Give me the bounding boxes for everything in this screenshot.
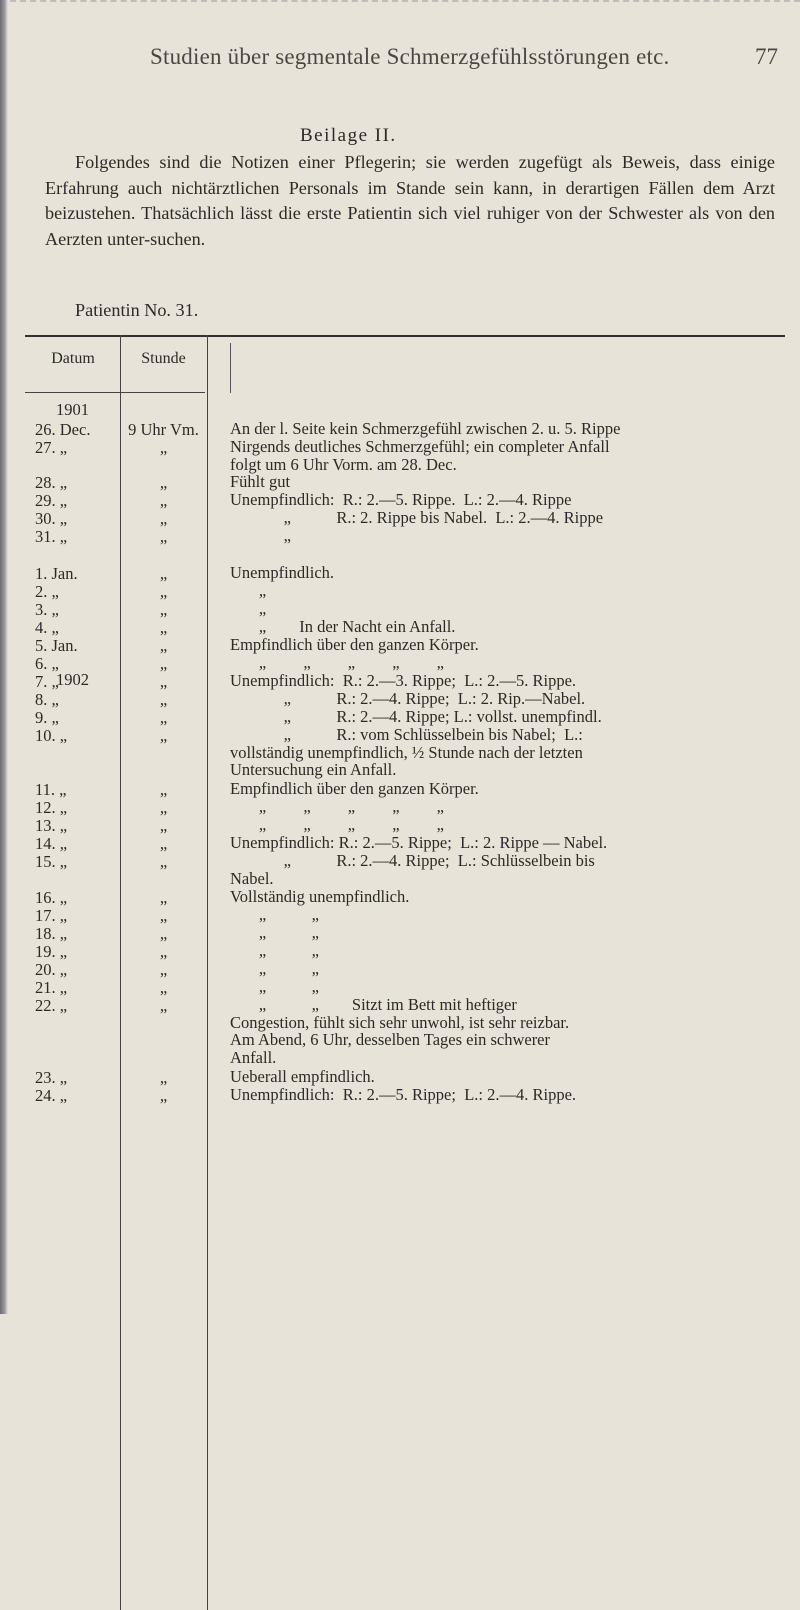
row-note-line: „ „ „ „ „ bbox=[230, 815, 444, 834]
row-date: 21. „ bbox=[35, 978, 68, 997]
row-note-line: Untersuchung ein Anfall. bbox=[230, 760, 397, 779]
row-note bbox=[230, 690, 790, 708]
row-note bbox=[230, 672, 790, 690]
table-row bbox=[25, 851, 800, 888]
row-time: „ bbox=[159, 816, 168, 835]
row-date: 11. „ bbox=[35, 780, 67, 799]
row-date: 17. „ bbox=[35, 906, 68, 925]
row-date: 29. „ bbox=[35, 491, 68, 510]
row-date: 4. „ bbox=[35, 618, 59, 637]
row-note bbox=[230, 798, 790, 816]
row-time: „ bbox=[159, 888, 168, 907]
row-date: 1. Jan. bbox=[35, 564, 78, 583]
row-date: 20. „ bbox=[35, 960, 68, 979]
row-time: „ bbox=[159, 654, 168, 673]
header-datum: Datum bbox=[51, 350, 95, 367]
row-date: 2. „ bbox=[35, 582, 59, 601]
row-note-line: folgt um 6 Uhr Vorm. am 28. Dec. bbox=[230, 454, 457, 474]
row-note bbox=[230, 473, 790, 491]
row-date: 23. „ bbox=[35, 1068, 68, 1087]
row-note bbox=[230, 924, 790, 942]
row-time: „ bbox=[159, 798, 168, 817]
row-date: 28. „ bbox=[35, 473, 68, 492]
row-date: 30. „ bbox=[35, 509, 68, 528]
row-time: „ bbox=[159, 672, 168, 691]
row-note bbox=[230, 888, 790, 906]
row-note bbox=[230, 1086, 790, 1104]
row-note-line: „ bbox=[230, 581, 267, 600]
row-note-line: „ „ bbox=[230, 959, 319, 978]
row-time: „ bbox=[159, 780, 168, 799]
table-row bbox=[25, 437, 800, 474]
row-date: 22. „ bbox=[35, 996, 68, 1015]
row-note-line: Vollständig unempfindlich. bbox=[230, 887, 410, 906]
row-note-line: „ „ bbox=[230, 977, 319, 996]
row-date: 8. „ bbox=[35, 690, 59, 709]
intro-paragraph bbox=[45, 150, 775, 252]
row-note-line: „ „ „ „ „ bbox=[230, 653, 444, 672]
row-time: „ bbox=[159, 960, 168, 979]
row-note-line: Nirgends deutliches Schmerzgefühl; ein completer Anfall bbox=[230, 437, 610, 456]
row-time: „ bbox=[159, 906, 168, 925]
row-note bbox=[230, 834, 790, 852]
row-note-line: „ bbox=[230, 599, 267, 618]
row-time: „ bbox=[159, 996, 168, 1015]
row-note bbox=[230, 942, 790, 960]
row-note bbox=[230, 420, 790, 438]
row-time: „ bbox=[159, 978, 168, 997]
row-note-line: Ueberall empfindlich. bbox=[230, 1067, 375, 1086]
row-date: 15. „ bbox=[35, 852, 68, 871]
row-note-line: Nabel. bbox=[230, 868, 274, 888]
row-note-line: vollständig unempfindlich, ½ Stunde nach der letzten bbox=[230, 742, 583, 762]
row-time: „ bbox=[159, 852, 168, 871]
row-note-line: Unempfindlich: R.: 2.—5. Rippe. L.: 2.—4. Rippe bbox=[230, 490, 572, 509]
row-note-line: „ „ „ „ „ bbox=[230, 797, 444, 816]
row-note bbox=[230, 600, 790, 618]
table-top-rule bbox=[25, 335, 785, 337]
row-time: „ bbox=[159, 473, 168, 492]
row-note bbox=[230, 996, 790, 1066]
row-note-line: Unempfindlich: R.: 2.—3. Rippe; L.: 2.—5. Rippe. bbox=[230, 671, 577, 690]
table-row bbox=[25, 995, 800, 1067]
row-date: 16. „ bbox=[35, 888, 68, 907]
row-date: 6. „ bbox=[35, 654, 59, 673]
row-note bbox=[230, 509, 790, 527]
row-time: „ bbox=[159, 690, 168, 709]
row-note bbox=[230, 1068, 790, 1086]
column-divider-header bbox=[230, 343, 231, 393]
row-time: „ bbox=[159, 708, 168, 727]
row-note-line: „ „ bbox=[230, 923, 319, 942]
table-row bbox=[25, 942, 800, 962]
row-time: „ bbox=[159, 726, 168, 745]
row-note bbox=[230, 564, 790, 582]
row-time: „ bbox=[159, 942, 168, 961]
row-note-line: Fühlt gut bbox=[230, 472, 291, 491]
row-date: 24. „ bbox=[35, 1086, 68, 1105]
row-note-line: „ R.: 2. Rippe bis Nabel. L.: 2.—4. Rippe bbox=[230, 508, 604, 527]
row-date: 18. „ bbox=[35, 924, 68, 943]
row-time: „ bbox=[159, 527, 168, 546]
row-note-line: „ In der Nacht ein Anfall. bbox=[230, 617, 456, 636]
row-note bbox=[230, 438, 790, 473]
table-row bbox=[25, 906, 800, 926]
row-note bbox=[230, 906, 790, 924]
row-time: „ bbox=[159, 564, 168, 583]
row-note-line: Unempfindlich: R.: 2.—5. Rippe; L.: 2. Rippe — Nabel. bbox=[230, 833, 608, 852]
row-time: „ bbox=[159, 618, 168, 637]
year-1902: 1902 bbox=[56, 670, 89, 689]
row-date: 12. „ bbox=[35, 798, 68, 817]
intro-text: Folgendes sind die Notizen einer Pflegerin; sie werden zugefügt als Beweis, dass einige Erfahrung auch nichtärztlichen Personals im Stande sein kann, in derartigen Fällen dem Arzt beizustehen. Thatsächlich lässt die erste Patientin sich viel ruhiger von der Schwester als von den Aerzten unter-suchen. bbox=[45, 152, 775, 249]
table-row bbox=[25, 509, 800, 529]
row-note bbox=[230, 491, 790, 509]
header-stunde: Stunde bbox=[141, 350, 186, 367]
row-note-line: „ bbox=[230, 526, 291, 545]
scan-binding-edge bbox=[0, 0, 8, 1314]
table-row bbox=[25, 564, 800, 584]
row-note bbox=[230, 780, 790, 798]
row-note-line: „ „ bbox=[230, 941, 319, 960]
row-note-line: Congestion, fühlt sich sehr unwohl, ist sehr reizbar. bbox=[230, 1012, 570, 1032]
page-number: 77 bbox=[755, 44, 778, 69]
row-note bbox=[230, 852, 790, 887]
row-note bbox=[230, 618, 790, 636]
row-date: 5. Jan. bbox=[35, 636, 78, 655]
table-row bbox=[25, 725, 800, 779]
row-note-line: Unempfindlich. bbox=[230, 563, 335, 582]
row-date: 9. „ bbox=[35, 708, 59, 727]
row-date: 19. „ bbox=[35, 942, 68, 961]
year-1901: 1901 bbox=[56, 400, 89, 419]
row-note-line: „ R.: 2.—4. Rippe; L.: 2. Rip.—Nabel. bbox=[230, 689, 586, 708]
row-time: „ bbox=[159, 1086, 168, 1105]
row-time: 9 Uhr Vm. bbox=[128, 420, 199, 439]
row-note-line: Unempfindlich: R.: 2.—5. Rippe; L.: 2.—4. Rippe. bbox=[230, 1085, 577, 1104]
row-note bbox=[230, 708, 790, 726]
row-date: 31. „ bbox=[35, 527, 68, 546]
row-time: „ bbox=[159, 582, 168, 601]
running-title: Studien über segmentale Schmerzgefühlsstörungen etc. bbox=[150, 44, 670, 69]
row-date: 14. „ bbox=[35, 834, 68, 853]
row-note-line: „ R.: 2.—4. Rippe; L.: Schlüsselbein bis bbox=[230, 851, 595, 870]
table-row bbox=[25, 527, 800, 547]
row-time: „ bbox=[159, 600, 168, 619]
row-note-line: Anfall. bbox=[230, 1047, 277, 1067]
row-note bbox=[230, 636, 790, 654]
table-row bbox=[25, 960, 800, 980]
row-time: „ bbox=[159, 438, 168, 457]
row-note-line: Empfindlich über den ganzen Körper. bbox=[230, 635, 479, 654]
row-time: „ bbox=[159, 834, 168, 853]
row-time: „ bbox=[159, 1068, 168, 1087]
row-note bbox=[230, 654, 790, 672]
row-note bbox=[230, 978, 790, 996]
table-row bbox=[25, 582, 800, 602]
patient-label: Patientin No. 31. bbox=[75, 300, 199, 320]
row-time: „ bbox=[159, 491, 168, 510]
row-date: 3. „ bbox=[35, 600, 59, 619]
row-note bbox=[230, 527, 790, 545]
row-date: 13. „ bbox=[35, 816, 68, 835]
row-time: „ bbox=[159, 509, 168, 528]
row-note-line: „ R.: 2.—4. Rippe; L.: vollst. unempfindl. bbox=[230, 707, 602, 726]
table-row bbox=[25, 1086, 800, 1106]
row-date: 26. Dec. bbox=[35, 420, 91, 439]
row-note-line: Empfindlich über den ganzen Körper. bbox=[230, 779, 479, 798]
scan-top-edge bbox=[0, 0, 800, 8]
row-time: „ bbox=[159, 636, 168, 655]
row-note-line: An der l. Seite kein Schmerzgefühl zwischen 2. u. 5. Rippe bbox=[230, 419, 621, 438]
appendix-title: Beilage II. bbox=[300, 125, 397, 146]
row-note bbox=[230, 726, 790, 779]
row-note-line: „ „ bbox=[230, 905, 319, 924]
row-time: „ bbox=[159, 924, 168, 943]
table-row bbox=[25, 888, 800, 908]
row-date: 27. „ bbox=[35, 438, 68, 457]
row-note bbox=[230, 582, 790, 600]
row-date: 10. „ bbox=[35, 726, 68, 745]
table-header-rule bbox=[25, 392, 205, 393]
row-note bbox=[230, 816, 790, 834]
row-note-line: „ R.: vom Schlüsselbein bis Nabel; L.: bbox=[230, 725, 583, 744]
row-note bbox=[230, 960, 790, 978]
table-row bbox=[25, 924, 800, 944]
row-note-line: „ „ Sitzt im Bett mit heftiger bbox=[230, 995, 517, 1014]
nursing-notes-table bbox=[25, 335, 800, 1610]
row-note-line: Am Abend, 6 Uhr, desselben Tages ein schwerer bbox=[230, 1030, 551, 1049]
row-date: 7. „ bbox=[35, 672, 59, 691]
